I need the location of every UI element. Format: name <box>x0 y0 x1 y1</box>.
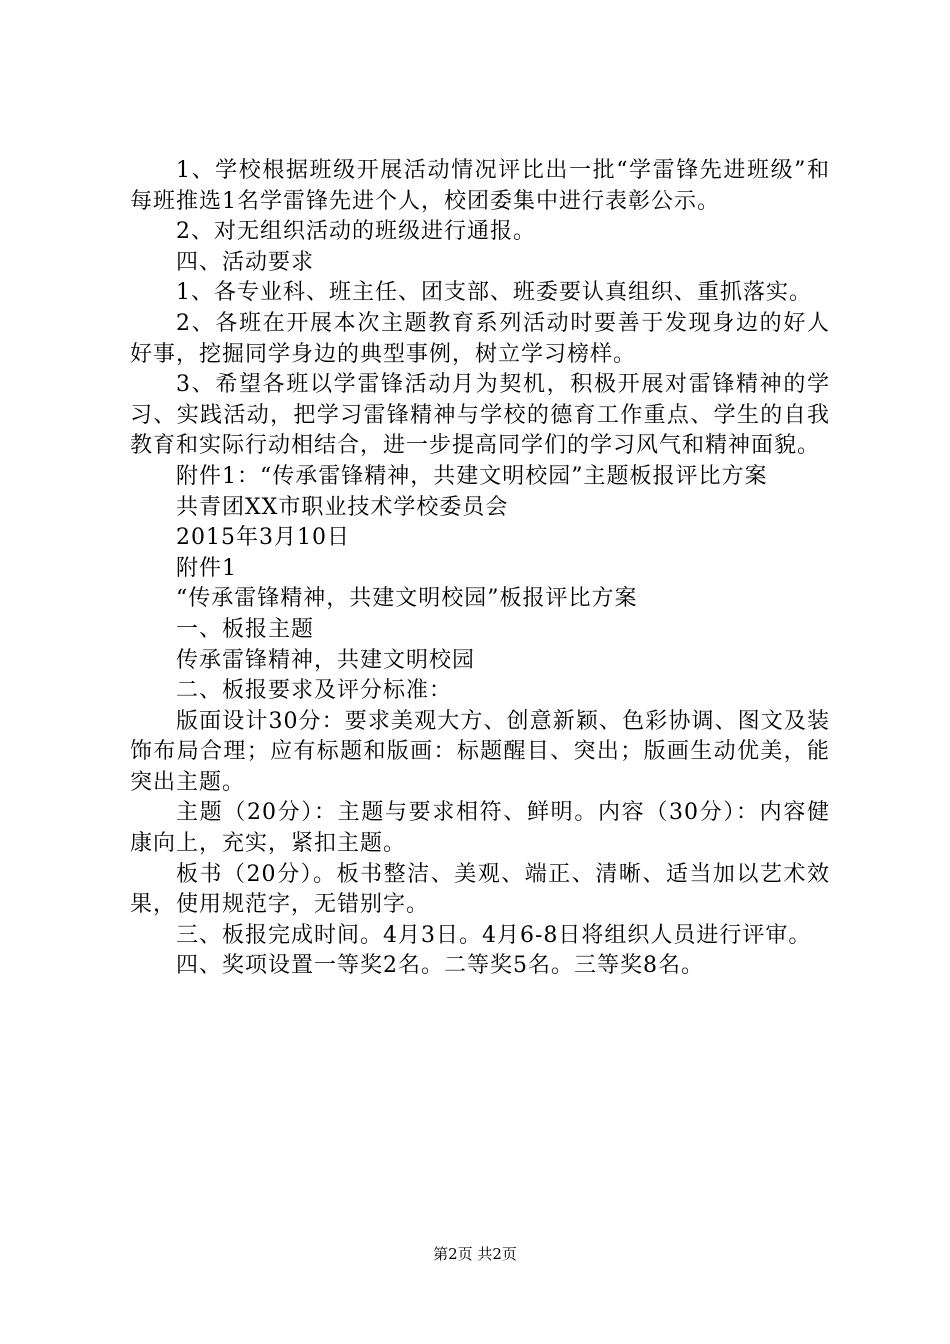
paragraph-requirement-3: 3、希望各班以学雷锋活动月为契机，积极开展对雷锋精神的学习、实践活动，把学习雷锋精神与学校的德育工作重点、学生的自我教育和实际行动相结合，进一步提高同学们的学习风气和精神面貌。 <box>130 372 830 459</box>
paragraph-awards: 四、奖项设置一等奖2名。二等奖5名。三等奖8名。 <box>176 953 704 979</box>
paragraph-deadline: 三、板报完成时间。4月3日。4月6-8日将组织人员进行评审。 <box>176 922 812 948</box>
paragraph-requirement-1: 1、各专业科、班主任、团支部、班委要认真组织、重抓落实。 <box>176 280 812 306</box>
paragraph-layout-design: 版面设计30分：要求美观大方、创意新颖、色彩协调、图文及装饰布局合理；应有标题和版画：标题醒目、突出；版画生动优美，能突出主题。 <box>130 708 830 795</box>
paragraph-requirement-2: 2、各班在开展本次主题教育系列活动时要善于发现身边的好人好事，挖掘同学身边的典型事例，树立学习榜样。 <box>130 310 830 367</box>
issuer-name: 共青团XX市职业技术学校委员会 <box>176 494 509 520</box>
issue-date: 2015年3月10日 <box>176 525 350 551</box>
section-heading-requirements: 四、活动要求 <box>176 249 315 275</box>
paragraph-writing: 板书（20分）。板书整洁、美观、端正、清晰、适当加以艺术效果，使用规范字，无错别字。 <box>130 861 830 918</box>
attachment-label: 附件1 <box>176 555 237 581</box>
theme-text: 传承雷锋精神，共建文明校园 <box>176 647 476 673</box>
section-heading-theme: 一、板报主题 <box>176 616 315 642</box>
paragraph-commendation: 1、学校根据班级开展活动情况评比出一批“学雷锋先进班级”和每班推选1名学雷锋先进个人，校团委集中进行表彰公示。 <box>130 158 830 214</box>
section-heading-criteria: 二、板报要求及评分标准： <box>176 678 453 704</box>
page-footer: 第2页 共2页 <box>433 1245 517 1263</box>
attachment-title: “传承雷锋精神，共建文明校园”板报评比方案 <box>176 586 638 612</box>
paragraph-theme-content: 主题（20分）：主题与要求相符、鲜明。内容（30分）：内容健康向上，充实，紧扣主题。 <box>130 800 830 857</box>
paragraph-attachment-ref: 附件1：“传承雷锋精神，共建文明校园”主题板报评比方案 <box>176 463 768 489</box>
paragraph-notice: 2、对无组织活动的班级进行通报。 <box>176 219 536 245</box>
document-body <box>130 156 830 982</box>
